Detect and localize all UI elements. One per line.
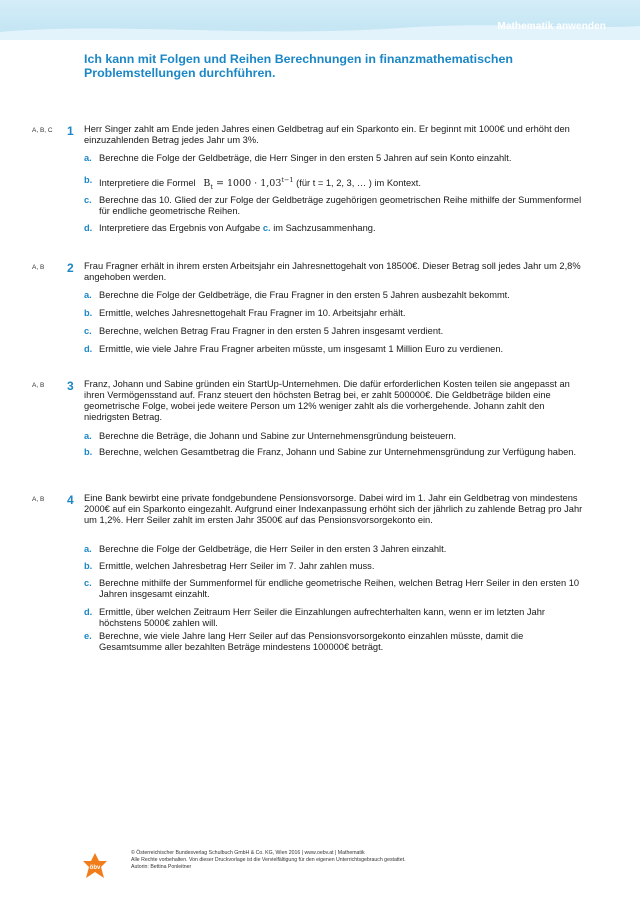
subtask-letter: b. (84, 561, 93, 571)
subtask-text: Ermittle, über welchen Zeitraum Herr Seiler die Einzahlungen aufrechterhalten kann, wenn er im letzten Jahr höchstens 5000€ zahlen will. (99, 607, 545, 628)
subtask-2b (84, 308, 584, 319)
subtask-letter: b. (84, 308, 93, 318)
subtask-text: Berechne die Beträge, die Johann und Sabine zur Unternehmensgründung beisteuern. (99, 431, 457, 441)
subtask-4d (84, 607, 584, 629)
subtask-letter: c. (84, 578, 92, 588)
task-1 (0, 124, 640, 239)
logo-text: öbv (89, 865, 101, 871)
task-number: 2 (67, 261, 74, 275)
task-intro: Eine Bank bewirbt eine private fondgebundene Pensionsvorsorge. Dabei wird im 1. Jahr ein Geldbetrag von mindestens 2000€ auf ein Sparkonto eingezahlt. Aufgrund einer Indexanpassung erhöht sich der jährlich zu zahlende Betrag pro Jahr um 1,2%. Herr Seiler zahlt im ersten Jahr 3500€ auf das Pensionsvorsorgekonto ein. (84, 493, 583, 525)
subtask-text: Berechne mithilfe der Summenformel für endliche geometrische Reihen, welchen Betrag Herr Seiler in den ersten 10 Jahren insgesamt einzahlt. (99, 578, 580, 599)
subtask-letter: a. (84, 544, 92, 554)
footer-author: Autorin: Bettina Ponleitner (131, 864, 192, 870)
formula-exponent: t−1 (281, 176, 294, 184)
subtask-text (84, 223, 584, 234)
subtask-text-before: Interpretiere das Ergebnis von Aufgabe (99, 223, 261, 233)
subtask-text-after: im Sachzusammenhang. (270, 223, 376, 233)
subtask-4e (84, 631, 584, 653)
footer (0, 848, 640, 888)
subtask-2d (84, 344, 584, 355)
section-tag: Mathematik anwenden (497, 21, 606, 32)
subtask-letter: a. (84, 431, 92, 441)
subtask-1b (84, 175, 584, 193)
subtask-letter: a. (84, 153, 92, 163)
subtask-3a (84, 431, 584, 442)
task-levels: A, B, C (32, 127, 53, 134)
header-band (0, 0, 640, 40)
subtask-text (84, 175, 584, 193)
subtask-text: Ermittle, welchen Jahresbetrag Herr Seiler im 7. Jahr zahlen muss. (99, 561, 375, 571)
publisher-logo-icon (82, 852, 108, 880)
task-intro: Herr Singer zahlt am Ende jeden Jahres einen Geldbetrag auf ein Sparkonto ein. Er beginnt mit 1000€ und erhöht den einzuzahlenden Betrag jedes Jahr um 3%. (84, 124, 570, 145)
task-levels: A, B (32, 264, 45, 271)
subtask-text: Berechne, welchen Gesamtbetrag die Franz, Johann und Sabine zur Unternehmensgründung zur Verfügung haben. (99, 447, 577, 457)
task-reference: c. (262, 223, 271, 233)
task-number: 1 (67, 124, 74, 138)
task-3 (0, 379, 640, 474)
subtask-letter: d. (84, 344, 93, 354)
task-levels: A, B (32, 382, 45, 389)
footer-rights: Alle Rechte vorbehalten. Von dieser Druckvorlage ist die Vervielfältigung für den eigenen Unterrichtsgebrauch gestattet. (131, 857, 406, 863)
subtask-2a (84, 290, 584, 301)
task-2 (0, 261, 640, 361)
subtask-text: Berechne, wie viele Jahre lang Herr Seiler auf das Pensionsvorsorgekonto einzahlen müsste, damit die Gesamtsumme aller bezahlten Beträge mindestens 100000€ beträgt. (99, 631, 524, 652)
subtask-letter: e. (84, 631, 92, 641)
task-4 (0, 493, 640, 663)
subtask-letter: c. (84, 195, 92, 205)
subtask-1a (84, 153, 584, 164)
subtask-text: Ermittle, welches Jahresnettogehalt Frau Fragner im 10. Arbeitsjahr erhält. (99, 308, 406, 318)
subtask-1c (84, 195, 584, 217)
task-number: 3 (67, 379, 74, 393)
task-number: 4 (67, 493, 74, 507)
subtask-2c (84, 326, 584, 337)
formula-b: B (203, 178, 211, 190)
subtask-letter: a. (84, 290, 92, 300)
subtask-4a (84, 544, 584, 555)
formula-equation: = 1000 · 1,03 (212, 178, 282, 190)
subtask-text: Berechne die Folge der Geldbeträge, die Herr Seiler in den ersten 3 Jahren einzahlt. (99, 544, 447, 554)
subtask-letter: c. (84, 326, 92, 336)
task-intro: Franz, Johann und Sabine gründen ein StartUp-Unternehmen. Die dafür erforderlichen Kosten teilen sie angepasst an ihren Vermögensstand auf. Franz steuert den höchsten Betrag bei, er zahlt 500000€. Die Geldbeträge bilden eine geometrische Folge, wobei jede weitere Person um 12% weniger zahlt als die vorhergehende. Johann zahlt den niedrigsten Betrag. (84, 379, 570, 422)
learning-goal: Ich kann mit Folgen und Reihen Berechnungen in finanzmathematischen Problemstellungen durchführen. (84, 52, 513, 80)
subtask-text: Berechne, welchen Betrag Frau Fragner in den ersten 5 Jahren insgesamt verdient. (99, 326, 444, 336)
subtask-text-after: (für t = 1, 2, 3, … ) im Kontext. (293, 178, 421, 189)
task-levels: A, B (32, 496, 45, 503)
formula-subscript: t (210, 183, 213, 192)
subtask-letter: b. (84, 447, 93, 457)
subtask-4b (84, 561, 584, 572)
subtask-text: Berechne die Folge der Geldbeträge, die Frau Fragner in den ersten 5 Jahren ausbezahlt bekommt. (99, 290, 510, 300)
subtask-letter: b. (84, 175, 93, 185)
subtask-text: Berechne die Folge der Geldbeträge, die Herr Singer in den ersten 5 Jahren auf sein Konto einzahlt. (99, 153, 512, 163)
task-intro: Frau Fragner erhält in ihrem ersten Arbeitsjahr ein Jahresnettogehalt von 18500€. Dieser Betrag soll jedes Jahr um 2,8% angehoben werden. (84, 261, 581, 282)
subtask-4c (84, 578, 584, 600)
subtask-letter: d. (84, 607, 93, 617)
subtask-text: Berechne das 10. Glied der zur Folge der Geldbeträge zugehörigen geometrischen Reihe mithilfe der Summenformel für endliche geometrische Reihen. (99, 195, 582, 216)
footer-copyright: © Österreichischer Bundesverlag Schulbuch GmbH & Co. KG, Wien 2016 | www.oebv.at | Mathematik (131, 850, 365, 856)
footer-text (131, 850, 406, 871)
formula (203, 176, 294, 192)
subtask-letter: d. (84, 223, 93, 233)
subtask-3b (84, 447, 584, 458)
subtask-text-before: Interpretiere die Formel (99, 178, 196, 189)
subtask-text: Ermittle, wie viele Jahre Frau Fragner arbeiten müsste, um insgesamt 1 Million Euro zu verdienen. (99, 344, 504, 354)
subtask-1d (84, 223, 584, 234)
